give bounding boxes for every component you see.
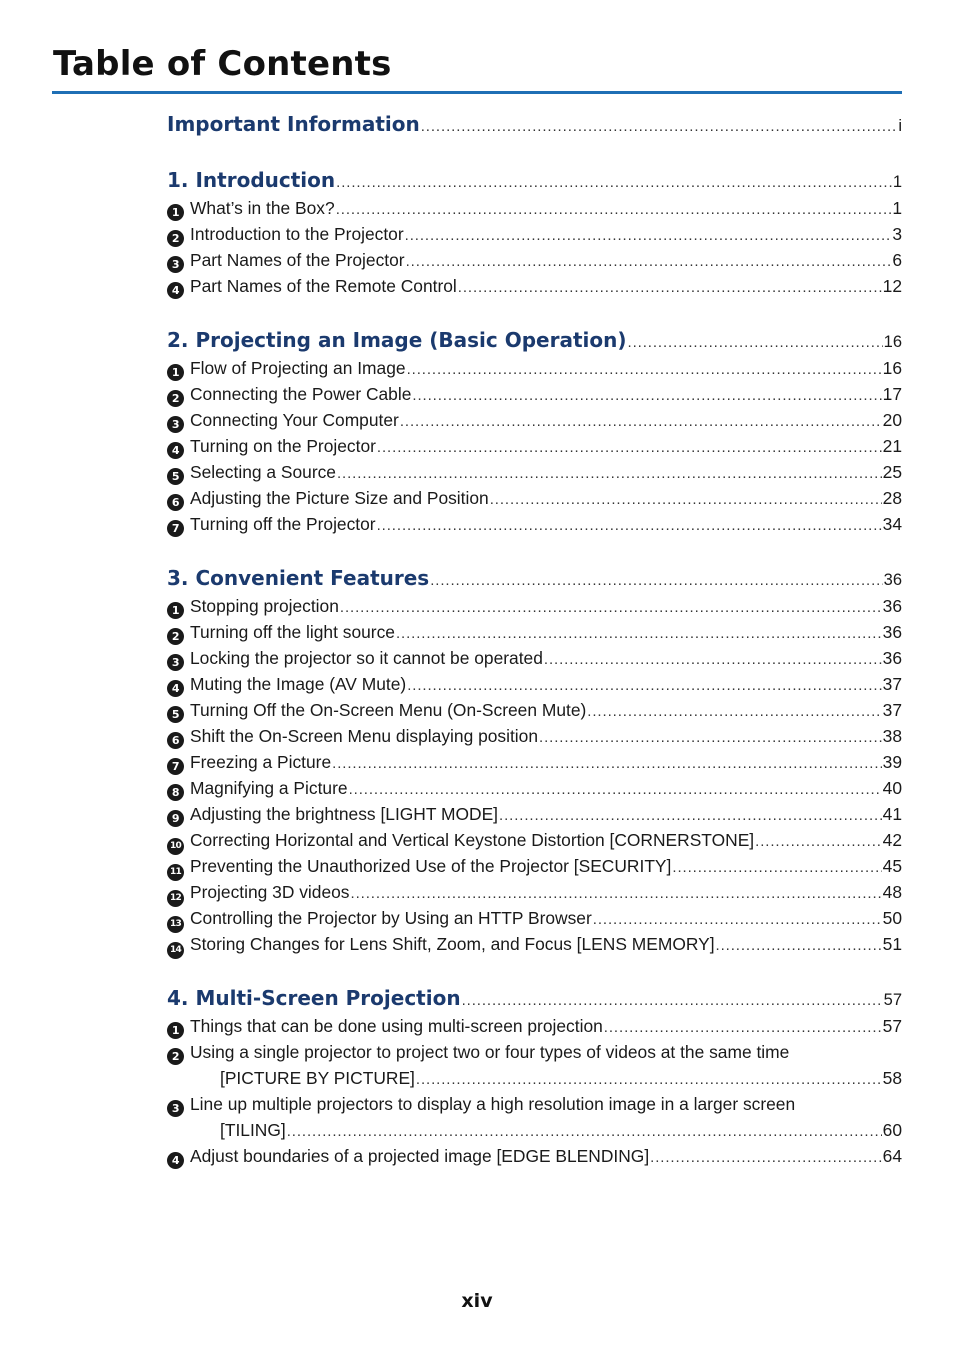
toc-section	[167, 166, 902, 299]
toc-entry-label: Adjust boundaries of a projected image [EDGE BLENDING]	[190, 1146, 650, 1166]
toc-entry-page-number: 21	[882, 436, 902, 456]
toc-entry-continuation[interactable]	[167, 1065, 902, 1091]
toc-entry[interactable]	[167, 645, 902, 671]
section-heading-label: 1. Introduction	[167, 168, 336, 192]
toc-entry-page-number: 58	[882, 1068, 902, 1088]
toc-entry[interactable]	[167, 775, 902, 801]
toc-entry-label: Controlling the Projector by Using an HTTP Browser	[190, 908, 592, 928]
number-badge-icon: 1	[167, 364, 184, 381]
dot-leader	[407, 673, 881, 699]
toc-entry-label: Flow of Projecting an Image	[190, 358, 406, 378]
number-badge-icon: 11	[167, 864, 184, 881]
dot-leader	[462, 986, 883, 1015]
dot-leader	[539, 725, 882, 751]
number-badge-icon: 3	[167, 1100, 184, 1117]
number-badge-icon: 3	[167, 416, 184, 433]
toc-entry-label: Storing Changes for Lens Shift, Zoom, and Focus [LENS MEMORY]	[190, 934, 715, 954]
toc-entry[interactable]	[167, 593, 902, 619]
toc-entry-label: Connecting the Power Cable	[190, 384, 412, 404]
number-badge-icon: 3	[167, 256, 184, 273]
number-badge-icon: 7	[167, 758, 184, 775]
number-badge-icon: 13	[167, 916, 184, 933]
toc-entry[interactable]	[167, 459, 902, 485]
toc-entry-label: Using a single projector to project two or four types of videos at the same time	[190, 1042, 790, 1062]
number-badge-icon: 6	[167, 494, 184, 511]
dot-leader	[421, 112, 898, 141]
toc-entry-page-number: 36	[882, 596, 902, 616]
number-badge-icon: 1	[167, 602, 184, 619]
section-heading-label: Important Information	[167, 112, 420, 136]
dot-leader	[672, 855, 881, 881]
toc-entry-label: Turning off the light source	[190, 622, 395, 642]
number-badge-icon: 4	[167, 680, 184, 697]
toc-entry-page-number: 45	[882, 856, 902, 876]
dot-leader	[406, 249, 892, 275]
toc-entry-page-number: 37	[882, 674, 902, 694]
toc-entry[interactable]	[167, 355, 902, 381]
toc-entry-page-number: 50	[882, 908, 902, 928]
number-badge-icon: 4	[167, 282, 184, 299]
toc-entry-label: Shift the On-Screen Menu displaying position	[190, 726, 539, 746]
section-page-number: 36	[883, 571, 902, 589]
number-badge-icon: 12	[167, 890, 184, 907]
dot-leader	[336, 168, 892, 197]
number-badge-icon: 14	[167, 942, 184, 959]
toc-entry-label: Selecting a Source	[190, 462, 336, 482]
toc-entry-label: Connecting Your Computer	[190, 410, 399, 430]
toc-entry[interactable]	[167, 827, 902, 853]
toc-entry[interactable]	[167, 1013, 902, 1039]
number-badge-icon: 4	[167, 442, 184, 459]
toc-entry-page-number: 16	[882, 358, 902, 378]
dot-leader	[351, 881, 882, 907]
number-badge-icon: 8	[167, 784, 184, 801]
toc-entry[interactable]	[167, 853, 902, 879]
toc-entry-continuation[interactable]	[167, 1117, 902, 1143]
number-badge-icon: 2	[167, 230, 184, 247]
toc-entry-label: What’s in the Box?	[190, 198, 335, 218]
toc-entry-label: Turning off the Projector	[190, 514, 376, 534]
toc-entry[interactable]	[167, 749, 902, 775]
toc-entry-page-number: 57	[882, 1016, 902, 1036]
toc-entry-page-number: 6	[892, 250, 902, 270]
number-badge-icon: 6	[167, 732, 184, 749]
toc-entry[interactable]	[167, 273, 902, 299]
page-title: Table of Contents	[53, 44, 392, 84]
dot-leader	[336, 197, 892, 223]
dot-leader	[458, 275, 882, 301]
number-badge-icon: 2	[167, 1048, 184, 1065]
toc-entry[interactable]	[167, 905, 902, 931]
toc-entry[interactable]	[167, 511, 902, 537]
title-rule	[52, 91, 902, 94]
toc-entry[interactable]	[167, 671, 902, 697]
toc-entry[interactable]	[167, 697, 902, 723]
toc-section-heading[interactable]	[167, 166, 902, 195]
toc-entry-page-number: 48	[882, 882, 902, 902]
toc-entry[interactable]	[167, 195, 902, 221]
dot-leader	[604, 1015, 882, 1041]
number-badge-icon: 2	[167, 628, 184, 645]
toc-entry-label: Preventing the Unauthorized Use of the Projector [SECURITY]	[190, 856, 672, 876]
dot-leader	[628, 328, 883, 357]
section-heading-label: 3. Convenient Features	[167, 566, 430, 590]
toc-entry[interactable]	[167, 879, 902, 905]
section-heading-label: 4. Multi-Screen Projection	[167, 986, 461, 1010]
toc-entry[interactable]	[167, 407, 902, 433]
toc-entry-label: Locking the projector so it cannot be operated	[190, 648, 543, 668]
toc-entry-label: Line up multiple projectors to display a high resolution image in a larger screen	[190, 1094, 796, 1114]
section-page-number: 16	[883, 333, 902, 351]
toc-entry[interactable]	[167, 723, 902, 749]
section-page-number: 57	[883, 991, 902, 1009]
toc-entry-page-number: 60	[882, 1120, 902, 1140]
toc-entry[interactable]	[167, 1143, 902, 1169]
toc-entry-label: Part Names of the Remote Control	[190, 276, 457, 296]
toc-entry-page-number: 51	[882, 934, 902, 954]
toc-entry-label: Adjusting the brightness [LIGHT MODE]	[190, 804, 499, 824]
toc-entry-page-number: 28	[882, 488, 902, 508]
toc-entry-page-number: 64	[882, 1146, 902, 1166]
toc-entry-label: Adjusting the Picture Size and Position	[190, 488, 489, 508]
number-badge-icon: 5	[167, 468, 184, 485]
toc-entry[interactable]	[167, 619, 902, 645]
dot-leader	[412, 383, 881, 409]
toc-entry-page-number: 37	[882, 700, 902, 720]
toc-entry-page-number: 38	[882, 726, 902, 746]
toc-entry-page-number: 39	[882, 752, 902, 772]
toc-entry-page-number: 17	[882, 384, 902, 404]
toc-entry[interactable]	[167, 221, 902, 247]
dot-leader	[490, 487, 882, 513]
dot-leader	[332, 751, 882, 777]
number-badge-icon: 3	[167, 654, 184, 671]
dot-leader	[377, 435, 882, 461]
toc-entry-page-number: 25	[882, 462, 902, 482]
toc-entry-page-number: 20	[882, 410, 902, 430]
toc-entry-page-number: 3	[892, 224, 902, 244]
dot-leader	[400, 409, 882, 435]
dot-leader	[650, 1145, 882, 1171]
number-badge-icon: 9	[167, 810, 184, 827]
toc-entry-page-number: 1	[892, 198, 902, 218]
toc-entry-label: Freezing a Picture	[190, 752, 332, 772]
number-badge-icon: 1	[167, 204, 184, 221]
toc-entry[interactable]	[167, 931, 902, 957]
toc-entry-label-cont: [TILING]	[220, 1120, 286, 1140]
toc-entry-page-number: 36	[882, 648, 902, 668]
dot-leader	[587, 699, 881, 725]
dot-leader	[593, 907, 882, 933]
dot-leader	[716, 933, 882, 959]
toc-entry-label: Turning Off the On-Screen Menu (On-Screen Mute)	[190, 700, 587, 720]
toc-entry-page-number: 40	[882, 778, 902, 798]
toc-entry-label: Magnifying a Picture	[190, 778, 348, 798]
number-badge-icon: 4	[167, 1152, 184, 1169]
dot-leader	[544, 647, 882, 673]
dot-leader	[377, 513, 882, 539]
number-badge-icon: 10	[167, 838, 184, 855]
dot-leader	[337, 461, 882, 487]
toc-entry-label: Things that can be done using multi-screen projection	[190, 1016, 603, 1036]
dot-leader	[430, 566, 882, 595]
dot-leader	[405, 223, 892, 249]
toc-section-heading[interactable]	[167, 110, 902, 139]
toc-entry[interactable]	[167, 433, 902, 459]
toc-entry[interactable]	[167, 1091, 902, 1117]
toc-section-heading[interactable]	[167, 564, 902, 593]
toc-entry-label-cont: [PICTURE BY PICTURE]	[220, 1068, 415, 1088]
toc-entry[interactable]	[167, 381, 902, 407]
toc-section	[167, 984, 902, 1169]
toc-entry-label: Muting the Image (AV Mute)	[190, 674, 407, 694]
toc-section-heading[interactable]	[167, 984, 902, 1013]
toc-section	[167, 110, 902, 139]
toc-entry-page-number: 36	[882, 622, 902, 642]
toc-entry-page-number: 12	[882, 276, 902, 296]
number-badge-icon: 7	[167, 520, 184, 537]
toc-entry[interactable]	[167, 801, 902, 827]
number-badge-icon: 5	[167, 706, 184, 723]
toc-entry[interactable]	[167, 1039, 902, 1065]
toc-entry-label: Introduction to the Projector	[190, 224, 404, 244]
dot-leader	[340, 595, 882, 621]
toc-section-heading[interactable]	[167, 326, 902, 355]
dot-leader	[755, 829, 882, 855]
dot-leader	[407, 357, 882, 383]
toc-list	[167, 110, 902, 1196]
dot-leader	[396, 621, 882, 647]
page-number: xiv	[461, 1290, 493, 1312]
toc-entry-page-number: 41	[882, 804, 902, 824]
dot-leader	[416, 1067, 882, 1093]
toc-entry[interactable]	[167, 485, 902, 511]
section-page-number: i	[898, 117, 902, 135]
number-badge-icon: 1	[167, 1022, 184, 1039]
toc-entry-page-number: 42	[882, 830, 902, 850]
dot-leader	[499, 803, 882, 829]
toc-entry-label: Projecting 3D videos	[190, 882, 350, 902]
toc-entry-page-number: 34	[882, 514, 902, 534]
toc-section	[167, 326, 902, 537]
toc-entry-label: Correcting Horizontal and Vertical Keystone Distortion [CORNERSTONE]	[190, 830, 755, 850]
number-badge-icon: 2	[167, 390, 184, 407]
toc-entry[interactable]	[167, 247, 902, 273]
section-page-number: 1	[892, 173, 902, 191]
dot-leader	[287, 1119, 882, 1145]
dot-leader	[349, 777, 882, 803]
toc-entry-label: Stopping projection	[190, 596, 339, 616]
section-heading-label: 2. Projecting an Image (Basic Operation)	[167, 328, 627, 352]
toc-entry-label: Part Names of the Projector	[190, 250, 405, 270]
toc-section	[167, 564, 902, 957]
toc-entry-label: Turning on the Projector	[190, 436, 376, 456]
